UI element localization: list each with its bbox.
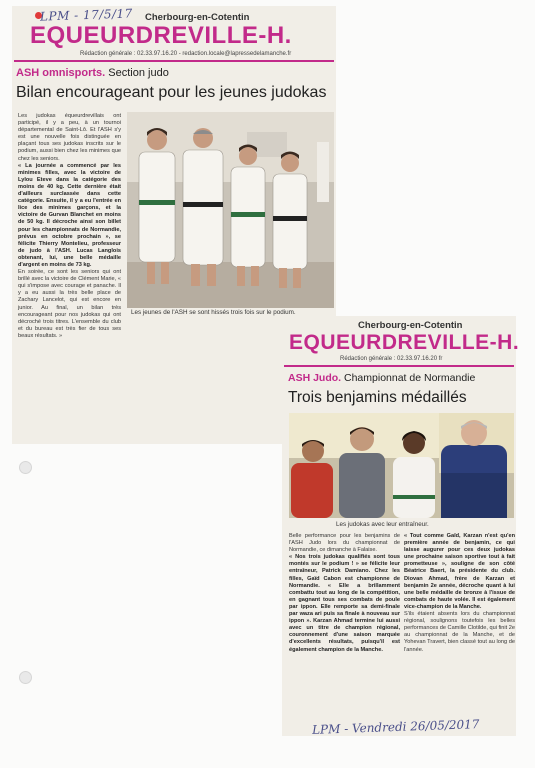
paragraph: Belle performance pour les benjamins de l'ASH Judo lors du championnat de Normandie, ce dimanche à Falaise. [289,533,400,554]
masthead-rule [284,365,514,367]
article-kicker [288,372,475,384]
handwritten-date-bottom: LPM - Vendredi 26/05/2017 [311,717,480,737]
paragraph: En soirée, ce sont les seniors qui ont brillé avec la victoire de Clément Marie, « qui s'impose avec courage et panache. Il y a eu aussi la très belle place de Zachary Lancelot, qui est encore en junior. Au final, un bilan très encourageant pour nos judokas qui ont décroché trois titres. L'ensemble du club et du bureau est très fier de tous ses beaux résultats. » [18,269,121,339]
article-headline: Bilan encourageant pour les jeunes judokas [16,84,327,101]
locality-label: Cherbourg-en-Cotentin [145,12,250,23]
kicker-brand: ASH omnisports. [16,67,106,79]
masthead-rule [14,60,334,62]
article-headline: Trois benjamins médaillés [288,389,467,406]
redaction-info: Rédaction générale : 02.33.97.16.20 - redaction.locale@lapressedelamanche.fr [80,51,292,57]
judokas-podium-photo [127,112,334,308]
masthead: EQUEURDREVILLE-H. [30,22,292,49]
kicker-section: Championnat de Normandie [341,372,476,384]
paragraph: « Nos trois judokas qualifiés sont tous montés sur le podium ! » se félicite leur entraîneur, Patrick Damiano. Chez les filles, Gaïd Cabon est championne de Normandie. « Elle a brillamment combattu tout au long de la compétition, en gagnant tous ses combats de poule par ippon. Elle remporte sa demi-finale par waza ari puis sa finale à nouveau sur ippon ». Karzan Ahmad termine lui aussi avec un titre de champion régional, couronnement d'une saison marquée d'excellents résultats, puisqu'il est également champion de la Manche. [289,554,400,653]
paragraph: « Tout comme Gaïd, Karzan n'est qu'en première année de benjamin, ce qui laisse augurer pour ces deux judokas une prochaine saison sportive tout à fait prometteuse », souligne de son côté Béatrice Baert, la présidente du club. Diovan Ahmad, frère de Karzan et benjamin 2e année, décroche quant à lui une belle médaille de bronze à l'issue de combats de haute volée. Il est également vice-champion de la Manche. [404,533,515,610]
photo-caption: Les judokas avec leur entraîneur. [336,521,429,528]
paragraph: Les judokas équeurdrevillais ont participé, il y a peu, à un tournoi départemental de Saint-Lô. Et l'ASH s'y est une nouvelle fois distinguée en plaçant tous ses judokas inscrits sur le podium, aussi bien chez les minimes que chez les seniors. [18,113,121,162]
locality-label: Cherbourg-en-Cotentin [358,320,463,331]
article-body-column [18,113,121,441]
redaction-info: Rédaction générale : 02.33.97.16.20 fr [340,356,443,362]
photo-illustration [127,112,334,308]
punch-hole-icon [19,671,32,684]
article-kicker [16,67,169,79]
article-body-left-column [289,533,400,719]
masthead: EQUEURDREVILLE-H. [289,331,520,354]
handwritten-date-top: LPM - 17/5/17 [39,6,133,24]
judokas-coach-photo [289,413,514,518]
paragraph: S'ils étaient absents lors du championnat régional, soulignons toutefois les belles performances de Camille Clotilde, qui finit 2e au championnat de la Manche, et de Yohevan Travert, bien classé tout au long de l'année. [404,611,515,653]
photo-caption: Les jeunes de l'ASH se sont hissés trois fois sur le podium. [131,309,296,316]
kicker-section: Section judo [105,67,169,79]
photo-illustration [289,413,514,518]
article-body-right-column [404,533,515,719]
kicker-brand: ASH Judo. [288,372,342,384]
punch-hole-icon [19,461,32,474]
paragraph: « La journée a commencé par les minimes filles, avec la victoire de Lylou Eteve dans la catégorie des moins de 40 kg. Cette dernière était d'ailleurs surclassée dans cette catégorie. Ensuite, il y a eu l'entrée en lice des minimes garçons, et la victoire de Gurvan Blanchet en moins de 50 kg. Il décroche ainsi son billet pour les championnats de Normandie, prévus en octobre prochain », se félicite Thierry Montelieu, professeur de judo à l'ASH. Lucas Langlois obtenant, lui, une belle médaille d'argent en moins de 73 kg. [18,162,121,268]
